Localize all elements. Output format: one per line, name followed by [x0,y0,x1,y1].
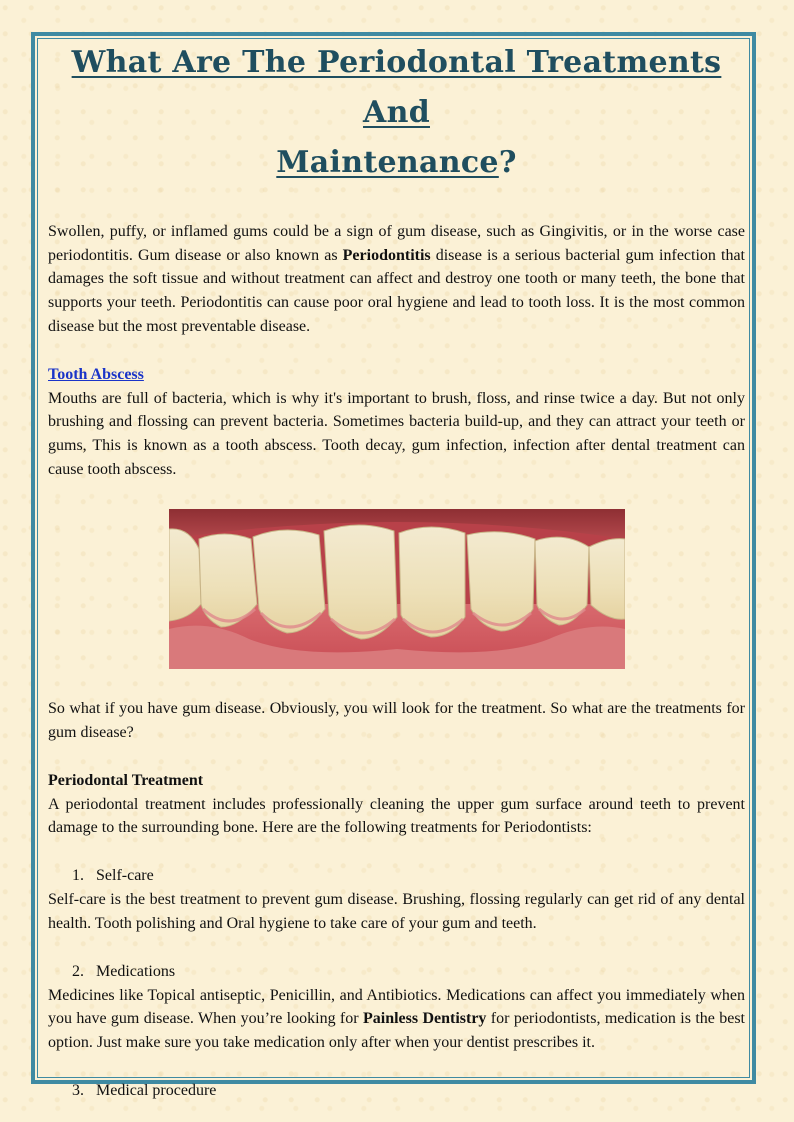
medications-bold-term: Painless Dentistry [362,1010,487,1028]
abscess-paragraph: Mouths are full of bacteria, which is why it's important to brush, floss, and rinse twice a day. But not only brushing and flossing can prevent bacteria. Sometimes bacteria build-up, and they can attract your teeth or gums, This is known as a tooth abscess. Tooth decay, gum infection, infection after dental treatment can cause tooth abscess. [48,389,745,478]
title-line-2: Maintenance [276,145,499,180]
teeth-photo-graphic [169,509,625,669]
teeth-photo [169,509,625,669]
medications-text-1: Medicines like Topical antiseptic, Penicillin, and Antibiotics. Medications can affect you immediately when you have gum disease. When you’re looking for [48,986,745,1028]
list-title: Medications [96,962,176,980]
list-title: Self-care [96,867,154,885]
intro-paragraph [48,220,745,339]
list-number: 2. [72,962,84,980]
title-question-mark: ? [498,145,517,180]
self-care-paragraph: Self-care is the best treatment to prevent gum disease. Brushing, flossing regularly can get rid of any dental health. Tooth polishing and Oral hygiene to take care of your gum and teeth. [48,891,745,932]
list-item-self-care [48,864,745,888]
periodontal-paragraph: A periodontal treatment includes professionally cleaning the upper gum surface around teeth to prevent damage to the surrounding bone. Here are the following treatments for Periodontists: [48,795,745,837]
intro-text-2: disease is a serious bacterial gum infection that damages the soft tissue and without treatment can affect and destroy one tooth or many teeth, the bone that supports your teeth. Periodontitis can cause poor oral hygiene and lead to tooth loss. It is the most common disease but the most preventable disease. [48,246,745,335]
intro-text-1: Swollen, puffy, or inflamed gums could be a sign of gum disease, such as Gingivitis, or in the worse case periodontitis. Gum disease or also known as [48,223,745,264]
list-number: 1. [72,867,84,885]
question-paragraph: So what if you have gum disease. Obviously, you will look for the treatment. So what are the treatments for gum disease? [48,700,745,742]
periodontal-heading: Periodontal Treatment [48,771,204,789]
tooth-abscess-link[interactable]: Tooth Abscess [48,365,144,383]
list-item-medications [48,960,745,984]
list-item-medical-procedure [48,1079,745,1103]
medications-paragraph [48,984,745,1055]
intro-bold-term: Periodontitis [342,246,431,264]
medications-text-2: for periodontists, medication is the best option. Just make sure you take medication only after when your dentist prescribes it. [48,1010,745,1051]
title-line-1: What Are The Periodontal Treatments And [71,45,722,130]
page-title [48,38,745,188]
list-number: 3. [72,1081,84,1099]
list-title: Medical procedure [96,1081,217,1099]
article [48,38,745,1103]
